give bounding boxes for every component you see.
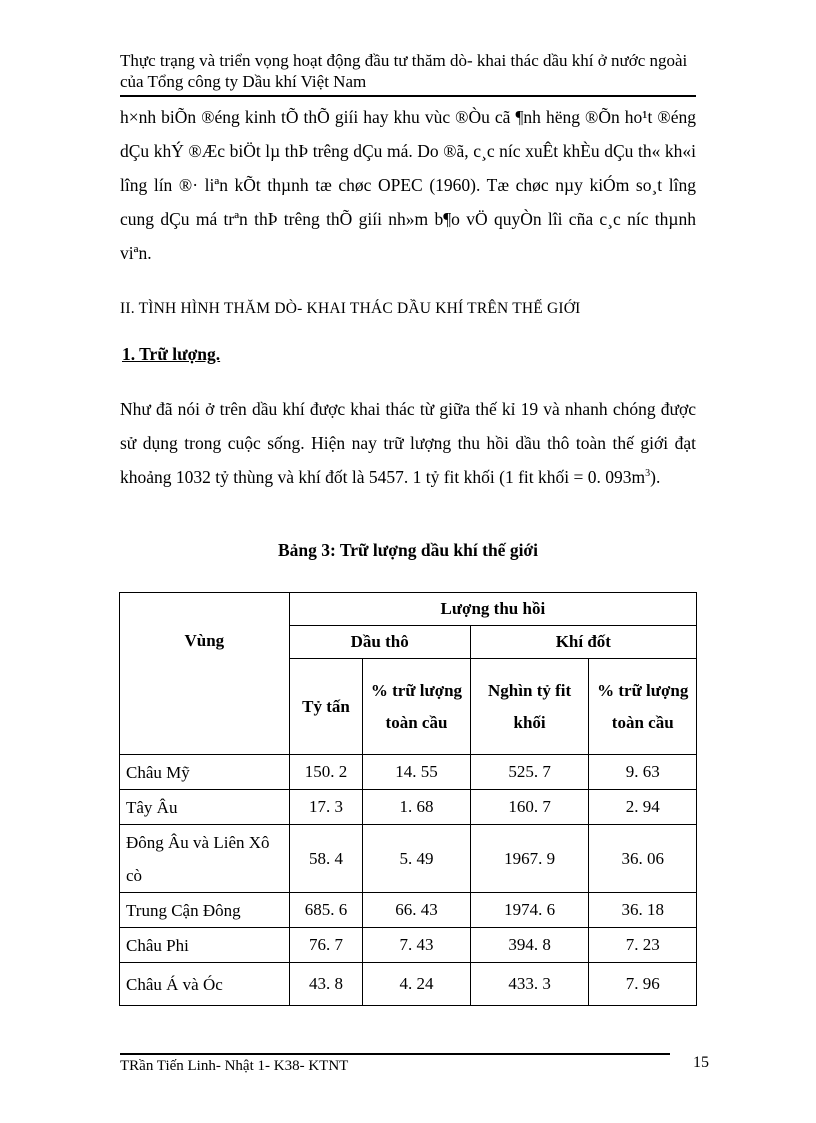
cell-oil-percent: 5. 49 [363,825,470,893]
header-recovered: Lượng thu hồi [289,593,696,626]
cell-oil: 43. 8 [289,963,363,1006]
footer-divider [120,1053,670,1055]
cell-oil: 685. 6 [289,893,363,928]
table-row [120,963,697,1006]
table-row [120,825,697,893]
cell-gas: 394. 8 [470,928,589,963]
header-crude-oil: Dầu thô [289,626,470,659]
cell-region: Tây Âu [120,790,290,825]
header-natural-gas: Khí đốt [470,626,696,659]
cell-gas: 525. 7 [470,755,589,790]
cell-oil-percent: 66. 43 [363,893,470,928]
cell-gas-percent: 36. 18 [589,893,697,928]
header-gas-amount: Nghìn tỷ fit khối [470,659,589,755]
cell-region: Trung Cận Đông [120,893,290,928]
cell-gas-percent: 7. 23 [589,928,697,963]
table-row [120,755,697,790]
section-title: II. TÌNH HÌNH THĂM DÒ- KHAI THÁC DẦU KHÍ TRÊN THẾ GIỚI [120,300,581,317]
page-number: 15 [693,1054,709,1071]
paragraph-2-text: Như đã nói ở trên dầu khí được khai thác từ giữa thế kỉ 19 và nhanh chóng được sử dụng trong cuộc sống. Hiện nay trữ lượng thu hồi dầu thô toàn thế giới đạt khoảng 1032 tỷ thùng và khí đốt là 5457. 1 tỷ fit khối (1 fit khối = 0. 093m [120,399,696,487]
header-gas-percent: % trữ lượng toàn cầu [589,659,697,755]
footer-author: TRần Tiến Linh- Nhật 1- K38- KTNT [120,1058,349,1074]
table-row [120,928,697,963]
table-row [120,790,697,825]
cell-region: Châu Á và Óc [120,963,290,1006]
cell-oil: 150. 2 [289,755,363,790]
header-oil-amount: Tỷ tấn [289,659,363,755]
table-caption: Bảng 3: Trữ lượng dầu khí thế giới [277,540,538,560]
cell-gas: 160. 7 [470,790,589,825]
subsection-title: 1. Trữ lượng. [122,344,221,364]
cell-oil-percent: 4. 24 [363,963,470,1006]
running-header: Thực trạng và triển vọng hoạt động đầu tư thăm dò- khai thác dầu khí ở nước ngoài của Tổng công ty Dầu khí Việt Nam [120,51,688,91]
cell-oil-percent: 7. 43 [363,928,470,963]
cell-oil: 17. 3 [289,790,363,825]
cell-oil: 58. 4 [289,825,363,893]
cell-gas-percent: 2. 94 [589,790,697,825]
cell-oil-percent: 14. 55 [363,755,470,790]
body-paragraph-2 [120,392,696,494]
cell-gas: 433. 3 [470,963,589,1006]
cell-gas: 1967. 9 [470,825,589,893]
reserves-table [119,592,697,1006]
table-row [120,893,697,928]
cell-gas-percent: 9. 63 [589,755,697,790]
cell-oil: 76. 7 [289,928,363,963]
header-region: Vùng [120,593,290,755]
cell-gas-percent: 7. 96 [589,963,697,1006]
header-divider [120,95,696,97]
cell-oil-percent: 1. 68 [363,790,470,825]
cell-region: Châu Phi [120,928,290,963]
cell-region: Đông Âu và Liên Xô cò [120,825,290,893]
cell-region: Châu Mỹ [120,755,290,790]
body-paragraph-1: h×nh biÕn ®éng kinh tÕ thÕ giíi hay khu vùc ®Òu cã ¶nh hëng ®Õn ho¹t ®éng dÇu khÝ ®Æc biÖt lµ thÞ trêng dÇu má. Do ®ã, c¸c níc xuÊt khÈu dÇu th« kh«i lîng lín ®· liªn kÕt thµnh tæ chøc OPEC (1960). Tæ chøc nµy kiÓm so¸t lîng cung dÇu má trªn thÞ trêng thÕ giíi nh»m b¶o vÖ quyÒn lîi cña c¸c níc thµnh viªn. [120,107,696,263]
header-oil-percent: % trữ lượng toàn cầu [363,659,470,755]
superscript-3: 3 [645,468,651,480]
cell-gas: 1974. 6 [470,893,589,928]
paragraph-2-tail: ). [650,467,661,487]
cell-gas-percent: 36. 06 [589,825,697,893]
